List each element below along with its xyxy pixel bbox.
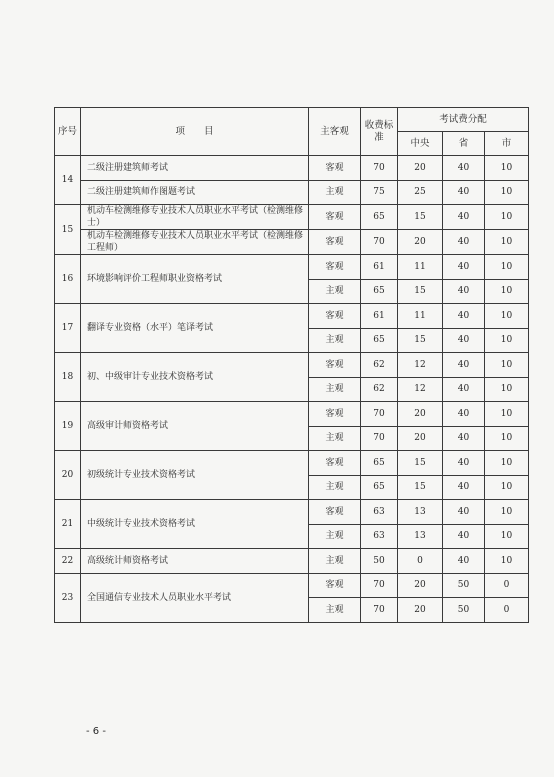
city-cell: 0 — [485, 598, 529, 623]
central-cell: 0 — [398, 549, 443, 574]
province-cell: 40 — [443, 377, 485, 402]
central-cell: 12 — [398, 353, 443, 378]
header-city: 市 — [485, 132, 529, 156]
type-cell: 客观 — [309, 573, 361, 598]
central-cell: 11 — [398, 255, 443, 280]
city-cell: 10 — [485, 451, 529, 476]
header-province: 省 — [443, 132, 485, 156]
item-cell: 高级统计师资格考试 — [81, 549, 309, 574]
central-cell: 15 — [398, 279, 443, 304]
central-cell: 20 — [398, 573, 443, 598]
city-cell: 10 — [485, 255, 529, 280]
fee-cell: 62 — [361, 377, 398, 402]
city-cell: 10 — [485, 402, 529, 427]
province-cell: 40 — [443, 353, 485, 378]
item-cell: 初级统计专业技术资格考试 — [81, 451, 309, 500]
fee-cell: 65 — [361, 205, 398, 230]
type-cell: 主观 — [309, 279, 361, 304]
province-cell: 40 — [443, 524, 485, 549]
type-cell: 主观 — [309, 328, 361, 353]
type-cell: 客观 — [309, 205, 361, 230]
city-cell: 0 — [485, 573, 529, 598]
table-row — [55, 156, 529, 181]
province-cell: 40 — [443, 475, 485, 500]
city-cell: 10 — [485, 205, 529, 230]
type-cell: 客观 — [309, 500, 361, 525]
type-cell: 主观 — [309, 377, 361, 402]
header-central: 中央 — [398, 132, 443, 156]
fee-cell: 70 — [361, 426, 398, 451]
city-cell: 10 — [485, 426, 529, 451]
fee-cell: 62 — [361, 353, 398, 378]
fee-cell: 50 — [361, 549, 398, 574]
city-cell: 10 — [485, 549, 529, 574]
fee-cell: 65 — [361, 279, 398, 304]
type-cell: 客观 — [309, 353, 361, 378]
seq-cell: 16 — [55, 255, 81, 304]
type-cell: 客观 — [309, 156, 361, 181]
province-cell: 40 — [443, 328, 485, 353]
city-cell: 10 — [485, 475, 529, 500]
item-cell: 初、中级审计专业技术资格考试 — [81, 353, 309, 402]
city-cell: 10 — [485, 377, 529, 402]
province-cell: 40 — [443, 500, 485, 525]
header-fee: 收费标准 — [361, 108, 398, 156]
seq-cell: 19 — [55, 402, 81, 451]
item-cell: 机动车检测维修专业技术人员职业水平考试（检测维修工程师） — [81, 230, 309, 255]
seq-cell: 21 — [55, 500, 81, 549]
item-cell: 环境影响评价工程师职业资格考试 — [81, 255, 309, 304]
exam-fee-table — [54, 107, 529, 623]
city-cell: 10 — [485, 279, 529, 304]
city-cell: 10 — [485, 524, 529, 549]
page-number: - 6 - — [86, 726, 106, 737]
table-row — [55, 573, 529, 598]
central-cell: 20 — [398, 426, 443, 451]
city-cell: 10 — [485, 156, 529, 181]
fee-cell: 70 — [361, 402, 398, 427]
province-cell: 40 — [443, 180, 485, 205]
fee-cell: 70 — [361, 156, 398, 181]
item-cell: 翻译专业资格（水平）笔译考试 — [81, 304, 309, 353]
central-cell: 15 — [398, 205, 443, 230]
type-cell: 客观 — [309, 451, 361, 476]
central-cell: 25 — [398, 180, 443, 205]
seq-cell: 23 — [55, 573, 81, 622]
header-row — [55, 108, 529, 132]
city-cell: 10 — [485, 180, 529, 205]
seq-cell: 17 — [55, 304, 81, 353]
province-cell: 50 — [443, 573, 485, 598]
item-cell: 高级审计师资格考试 — [81, 402, 309, 451]
province-cell: 40 — [443, 230, 485, 255]
table-row — [55, 402, 529, 427]
fee-cell: 75 — [361, 180, 398, 205]
city-cell: 10 — [485, 230, 529, 255]
seq-cell: 14 — [55, 156, 81, 205]
seq-cell: 18 — [55, 353, 81, 402]
province-cell: 40 — [443, 426, 485, 451]
central-cell: 20 — [398, 230, 443, 255]
type-cell: 主观 — [309, 180, 361, 205]
fee-cell: 70 — [361, 573, 398, 598]
city-cell: 10 — [485, 328, 529, 353]
type-cell: 客观 — [309, 255, 361, 280]
table-row — [55, 304, 529, 329]
table-row — [55, 451, 529, 476]
central-cell: 12 — [398, 377, 443, 402]
fee-cell: 63 — [361, 500, 398, 525]
item-cell: 机动车检测维修专业技术人员职业水平考试（检测维修士） — [81, 205, 309, 230]
city-cell: 10 — [485, 304, 529, 329]
header-seq: 序号 — [55, 108, 81, 156]
province-cell: 40 — [443, 205, 485, 230]
central-cell: 13 — [398, 500, 443, 525]
header-type: 主客观 — [309, 108, 361, 156]
fee-cell: 70 — [361, 230, 398, 255]
type-cell: 主观 — [309, 524, 361, 549]
central-cell: 11 — [398, 304, 443, 329]
table-row — [55, 549, 529, 574]
type-cell: 主观 — [309, 549, 361, 574]
fee-cell: 65 — [361, 475, 398, 500]
type-cell: 客观 — [309, 402, 361, 427]
fee-cell: 70 — [361, 598, 398, 623]
table-row — [55, 230, 529, 255]
province-cell: 40 — [443, 255, 485, 280]
province-cell: 40 — [443, 279, 485, 304]
table-row — [55, 353, 529, 378]
item-cell: 二级注册建筑师作图题考试 — [81, 180, 309, 205]
province-cell: 40 — [443, 304, 485, 329]
table-row — [55, 180, 529, 205]
fee-cell: 65 — [361, 328, 398, 353]
central-cell: 15 — [398, 328, 443, 353]
central-cell: 15 — [398, 451, 443, 476]
item-cell: 二级注册建筑师考试 — [81, 156, 309, 181]
province-cell: 50 — [443, 598, 485, 623]
fee-cell: 61 — [361, 304, 398, 329]
fee-cell: 63 — [361, 524, 398, 549]
fee-cell: 65 — [361, 451, 398, 476]
type-cell: 主观 — [309, 475, 361, 500]
header-item: 项 目 — [81, 108, 309, 156]
header-alloc: 考试费分配 — [398, 108, 529, 132]
province-cell: 40 — [443, 451, 485, 476]
central-cell: 20 — [398, 402, 443, 427]
seq-cell: 22 — [55, 549, 81, 574]
province-cell: 40 — [443, 549, 485, 574]
item-cell: 全国通信专业技术人员职业水平考试 — [81, 573, 309, 622]
central-cell: 20 — [398, 598, 443, 623]
table-row — [55, 500, 529, 525]
province-cell: 40 — [443, 156, 485, 181]
table-row — [55, 205, 529, 230]
province-cell: 40 — [443, 402, 485, 427]
central-cell: 13 — [398, 524, 443, 549]
city-cell: 10 — [485, 500, 529, 525]
type-cell: 客观 — [309, 230, 361, 255]
table-row — [55, 255, 529, 280]
central-cell: 20 — [398, 156, 443, 181]
seq-cell: 20 — [55, 451, 81, 500]
central-cell: 15 — [398, 475, 443, 500]
type-cell: 主观 — [309, 598, 361, 623]
seq-cell: 15 — [55, 205, 81, 255]
type-cell: 主观 — [309, 426, 361, 451]
city-cell: 10 — [485, 353, 529, 378]
type-cell: 客观 — [309, 304, 361, 329]
fee-cell: 61 — [361, 255, 398, 280]
item-cell: 中级统计专业技术资格考试 — [81, 500, 309, 549]
